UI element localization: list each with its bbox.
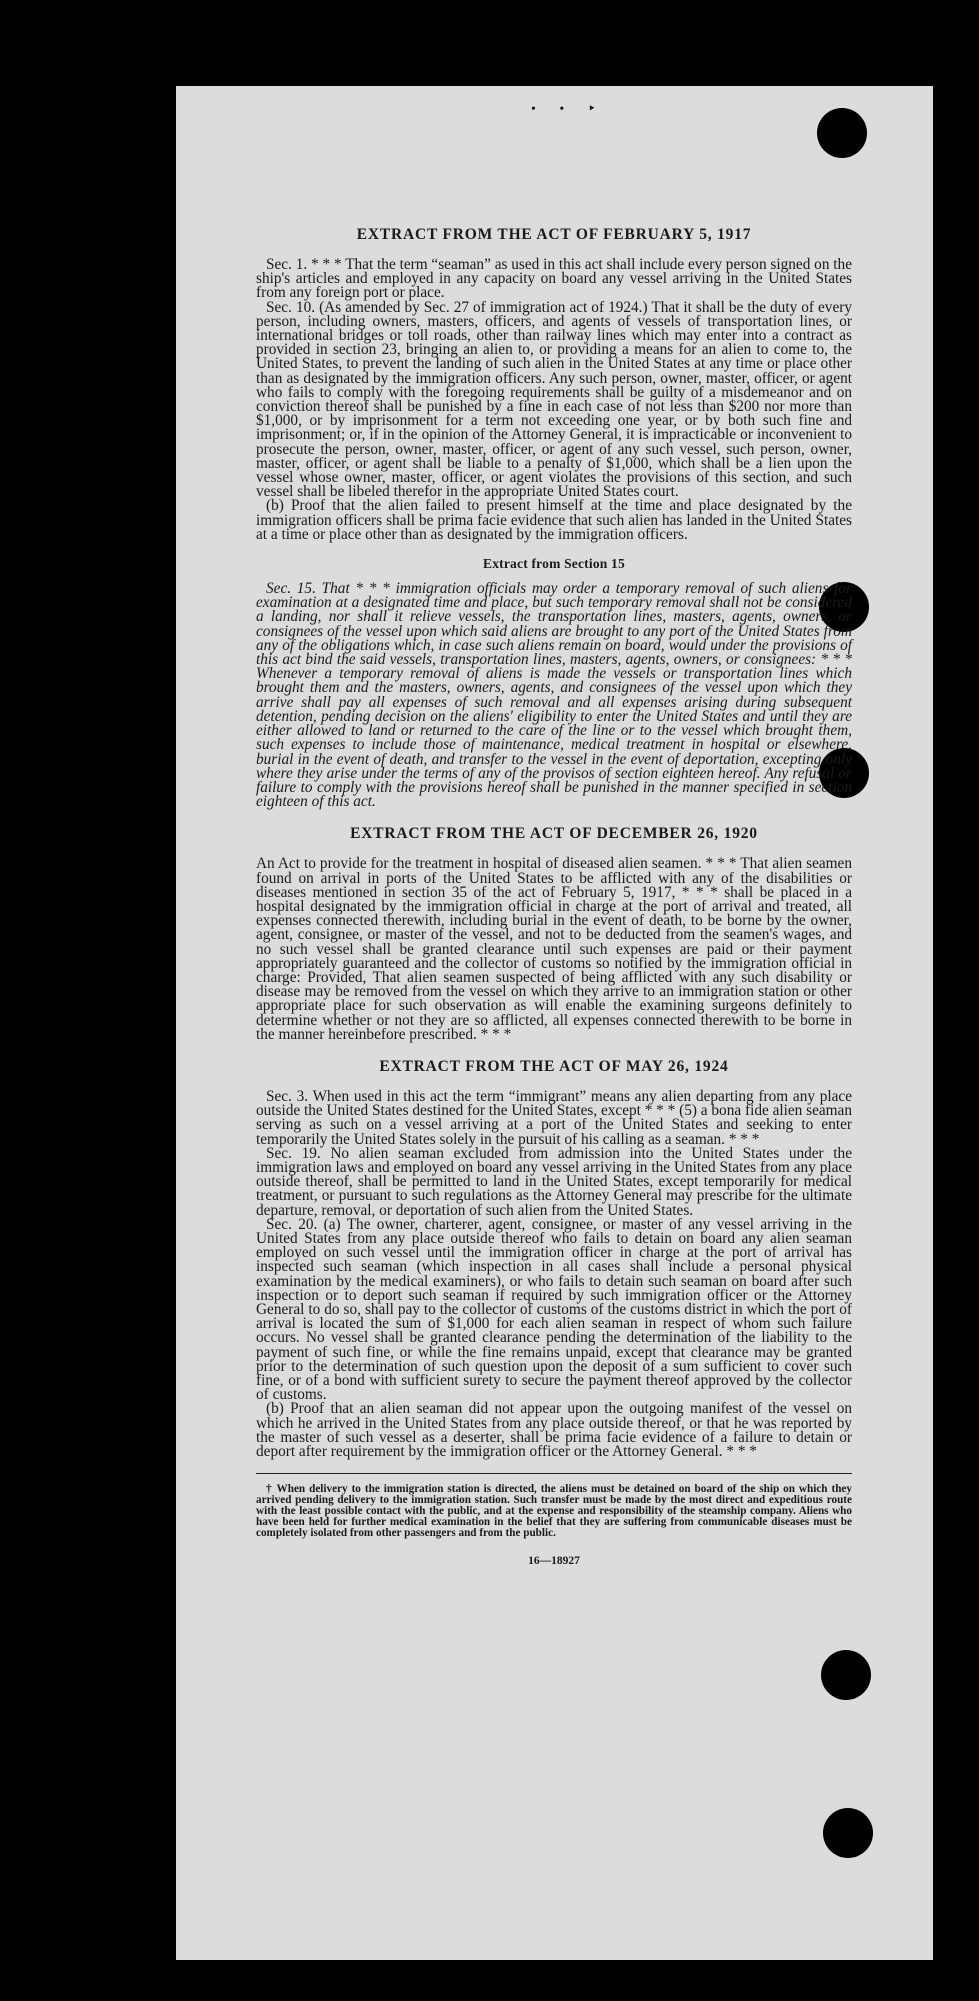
heading-feb-1917: EXTRACT FROM THE ACT OF FEBRUARY 5, 1917 [356, 226, 752, 243]
paragraph-act-1920: An Act to provide for the treatment in hospital of diseased alien seamen. * * * That alien seamen found on arrival in ports of the United States to be afflicted with any of the disabilities or diseases mentioned in section 35 of the act of February 5, 1917, * * * shall be placed in a hospital designated by the immigration official in charge at the port of arrival and treated, all expenses connected therewith, including burial in the event of death, to be borne by the owner, agent, consignee, or master of the vessel, and not to be deducted from the seamen's wages, and no such vessel shall be granted clearance until such expenses are paid or their payment appropriately guaranteed and the collector of customs so notified by the immigration official in charge: Provided, That alien seamen suspected of being afflicted with any such disability or disease may be removed from the vessel on which they arrive to an immigration station or other appropriate place for such observation as will enable the examining surgeons definitely to determine whether or not they are so afflicted, all expenses connected therewith to be borne in the manner hereinbefore prescribed. * * * [256, 855, 852, 1043]
punch-hole [823, 1808, 873, 1858]
paragraph-sec-1: Sec. 1. * * * That the term “seaman” as used in this act shall include every person signed on the ship's articles and employed in any capacity on board any vessel arriving in the United States from any foreign port or place. [256, 256, 852, 302]
paragraph-sec-20a: Sec. 20. (a) The owner, charterer, agent, consignee, or master of any vessel arriving in the United States from any place outside thereof who fails to detain on board any alien seaman employed on such vessel until the immigration officer in charge at the port of arrival has inspected such seaman (which inspection in all cases shall include a personal physical examination by the medical examiners), or who fails to detain such seaman on board after such inspection or to deport such seaman if required by such immigration officer or the Attorney General to do so, shall pay to the collector of customs of the customs district in which the port of arrival is located the sum of $1,000 for each alien seaman in respect of whom such failure occurs. No vessel shall be granted clearance pending the determination of the liability to the payment of such fine, or while the fine remains unpaid, except that clearance may be granted prior to the determination of such question upon the deposit of a sum sufficient to cover such fine, or of a bond with sufficient surety to secure the payment thereof approved by the collector of customs. [256, 1215, 852, 1404]
paragraph-sec-15: Sec. 15. That * * * immigration officials may order a temporary removal of such aliens for examination at a designated time and place, but such temporary removal shall not be considered a landing, nor shall it relieve vessels, the transportation lines, masters, agents, owners, or consignees of the vessel upon which said aliens are brought to any port of the United States from any of the obligations which, in case such aliens remain on board, would under the provisions of this act bind the said vessels, transportation lines, masters, agents, owners, or consignees: * * * Whenever a temporary removal of aliens is made the vessels or transportation lines which brought them and the masters, owners, agents, and consignees of the vessel upon which they arrive shall pay all expenses of such removal and all expenses arising during subsequent detention, pending decision on the aliens' eligibility to enter the United States and until they are either allowed to land or returned to the care of the line or to the vessel which brought them, such expenses to include those of maintenance, medical treatment in hospital or elsewhere, burial in the event of death, and transfer to the vessel in the event of deportation, excepting only where they arise under the terms of any of the provisos of section eighteen hereof. Any refusal or failure to comply with the provisions hereof shall be punished in the manner specified in section eighteen of this act. [256, 580, 852, 811]
paragraph-sec-19: Sec. 19. No alien seaman excluded from admission into the United States under the immigration laws and employed on board any vessel arriving in the United States from any place outside thereof, shall be permitted to land in the United States, except temporarily for medical treatment, or pursuant to such regulations as the Attorney General may prescribe for the ultimate departure, removal, or deportation of such alien from the United States. [256, 1144, 852, 1219]
punch-hole [817, 108, 867, 158]
footnote-divider [256, 1473, 852, 1474]
footnote: † When delivery to the immigration station is directed, the aliens must be detained on board of the ship on which they arrived pending delivery to the immigration station. Such transfer must be made by the most direct and expeditious route with the least possible contact with the public, and at the expense and responsibility of the steamship company. Aliens who have been held for further medical examination in the belief that they are suffering from communicable diseases must be completely isolated from other passengers and from the public. [256, 1483, 852, 1540]
paragraph-sec-10b: (b) Proof that the alien failed to present himself at the time and place designated by the immigration officers shall be prima facie evidence that such alien has landed in the United States at a time or place other than as designated by the immigration officers. [256, 497, 852, 543]
heading-may-1924: EXTRACT FROM THE ACT OF MAY 26, 1924 [379, 1057, 729, 1075]
top-marks: • • ‣ [531, 102, 607, 117]
document-page [176, 86, 933, 1960]
document-body [256, 226, 852, 1567]
paragraph-sec-20b: (b) Proof that an alien seaman did not appear upon the outgoing manifest of the vessel on which he arrived in the United States from any place outside thereof, or that he was reported by the master of such vessel as a deserter, shall be prima facie evidence of a failure to detain or deport after requirement by the immigration officer or the Attorney General. * * * [256, 1400, 852, 1461]
paragraph-sec-3: Sec. 3. When used in this act the term “immigrant” means any alien departing from any place outside the United States destined for the United States, except * * * (5) a bona fide alien seaman serving as such on a vessel arriving at a port of the United States and seeking to enter temporarily the United States solely in the pursuit of his calling as a seaman. * * * [256, 1087, 852, 1148]
heading-dec-1920: EXTRACT FROM THE ACT OF DECEMBER 26, 1920 [350, 825, 758, 843]
heading-section-15: Extract from Section 15 [483, 556, 625, 572]
form-code: 16—18927 [528, 1555, 580, 1568]
punch-hole [821, 1650, 871, 1700]
paragraph-sec-10: Sec. 10. (As amended by Sec. 27 of immigration act of 1924.) That it shall be the duty of every person, including owners, masters, officers, and agents of vessels of transportation lines, or international bridges or toll roads, other than railway lines which may enter into a contract as provided in section 23, bringing an alien to, or providing a means for an alien to come to, the United States, to prevent the landing of such alien in the United States at any time or place other than as designated by the immigration officers. Any such person, owner, master, officer, or agent who fails to comply with the foregoing requirements shall be guilty of a misdemeanor and on conviction thereof shall be punished by a fine in each case of not less than $200 nor more than $1,000, or by imprisonment for a term not exceeding one year, or by both such fine and imprisonment; or, if in the opinion of the Attorney General, it is impracticable or inconvenient to prosecute the person, owner, master, officer, or agent of any such vessel, such person, owner, master, officer, or agent shall be liable to a penalty of $1,000, which shall be a lien upon the vessel whose owner, master, officer, or agent violates the provisions of this section, and such vessel shall be libeled therefor in the appropriate United States court. [256, 298, 852, 501]
